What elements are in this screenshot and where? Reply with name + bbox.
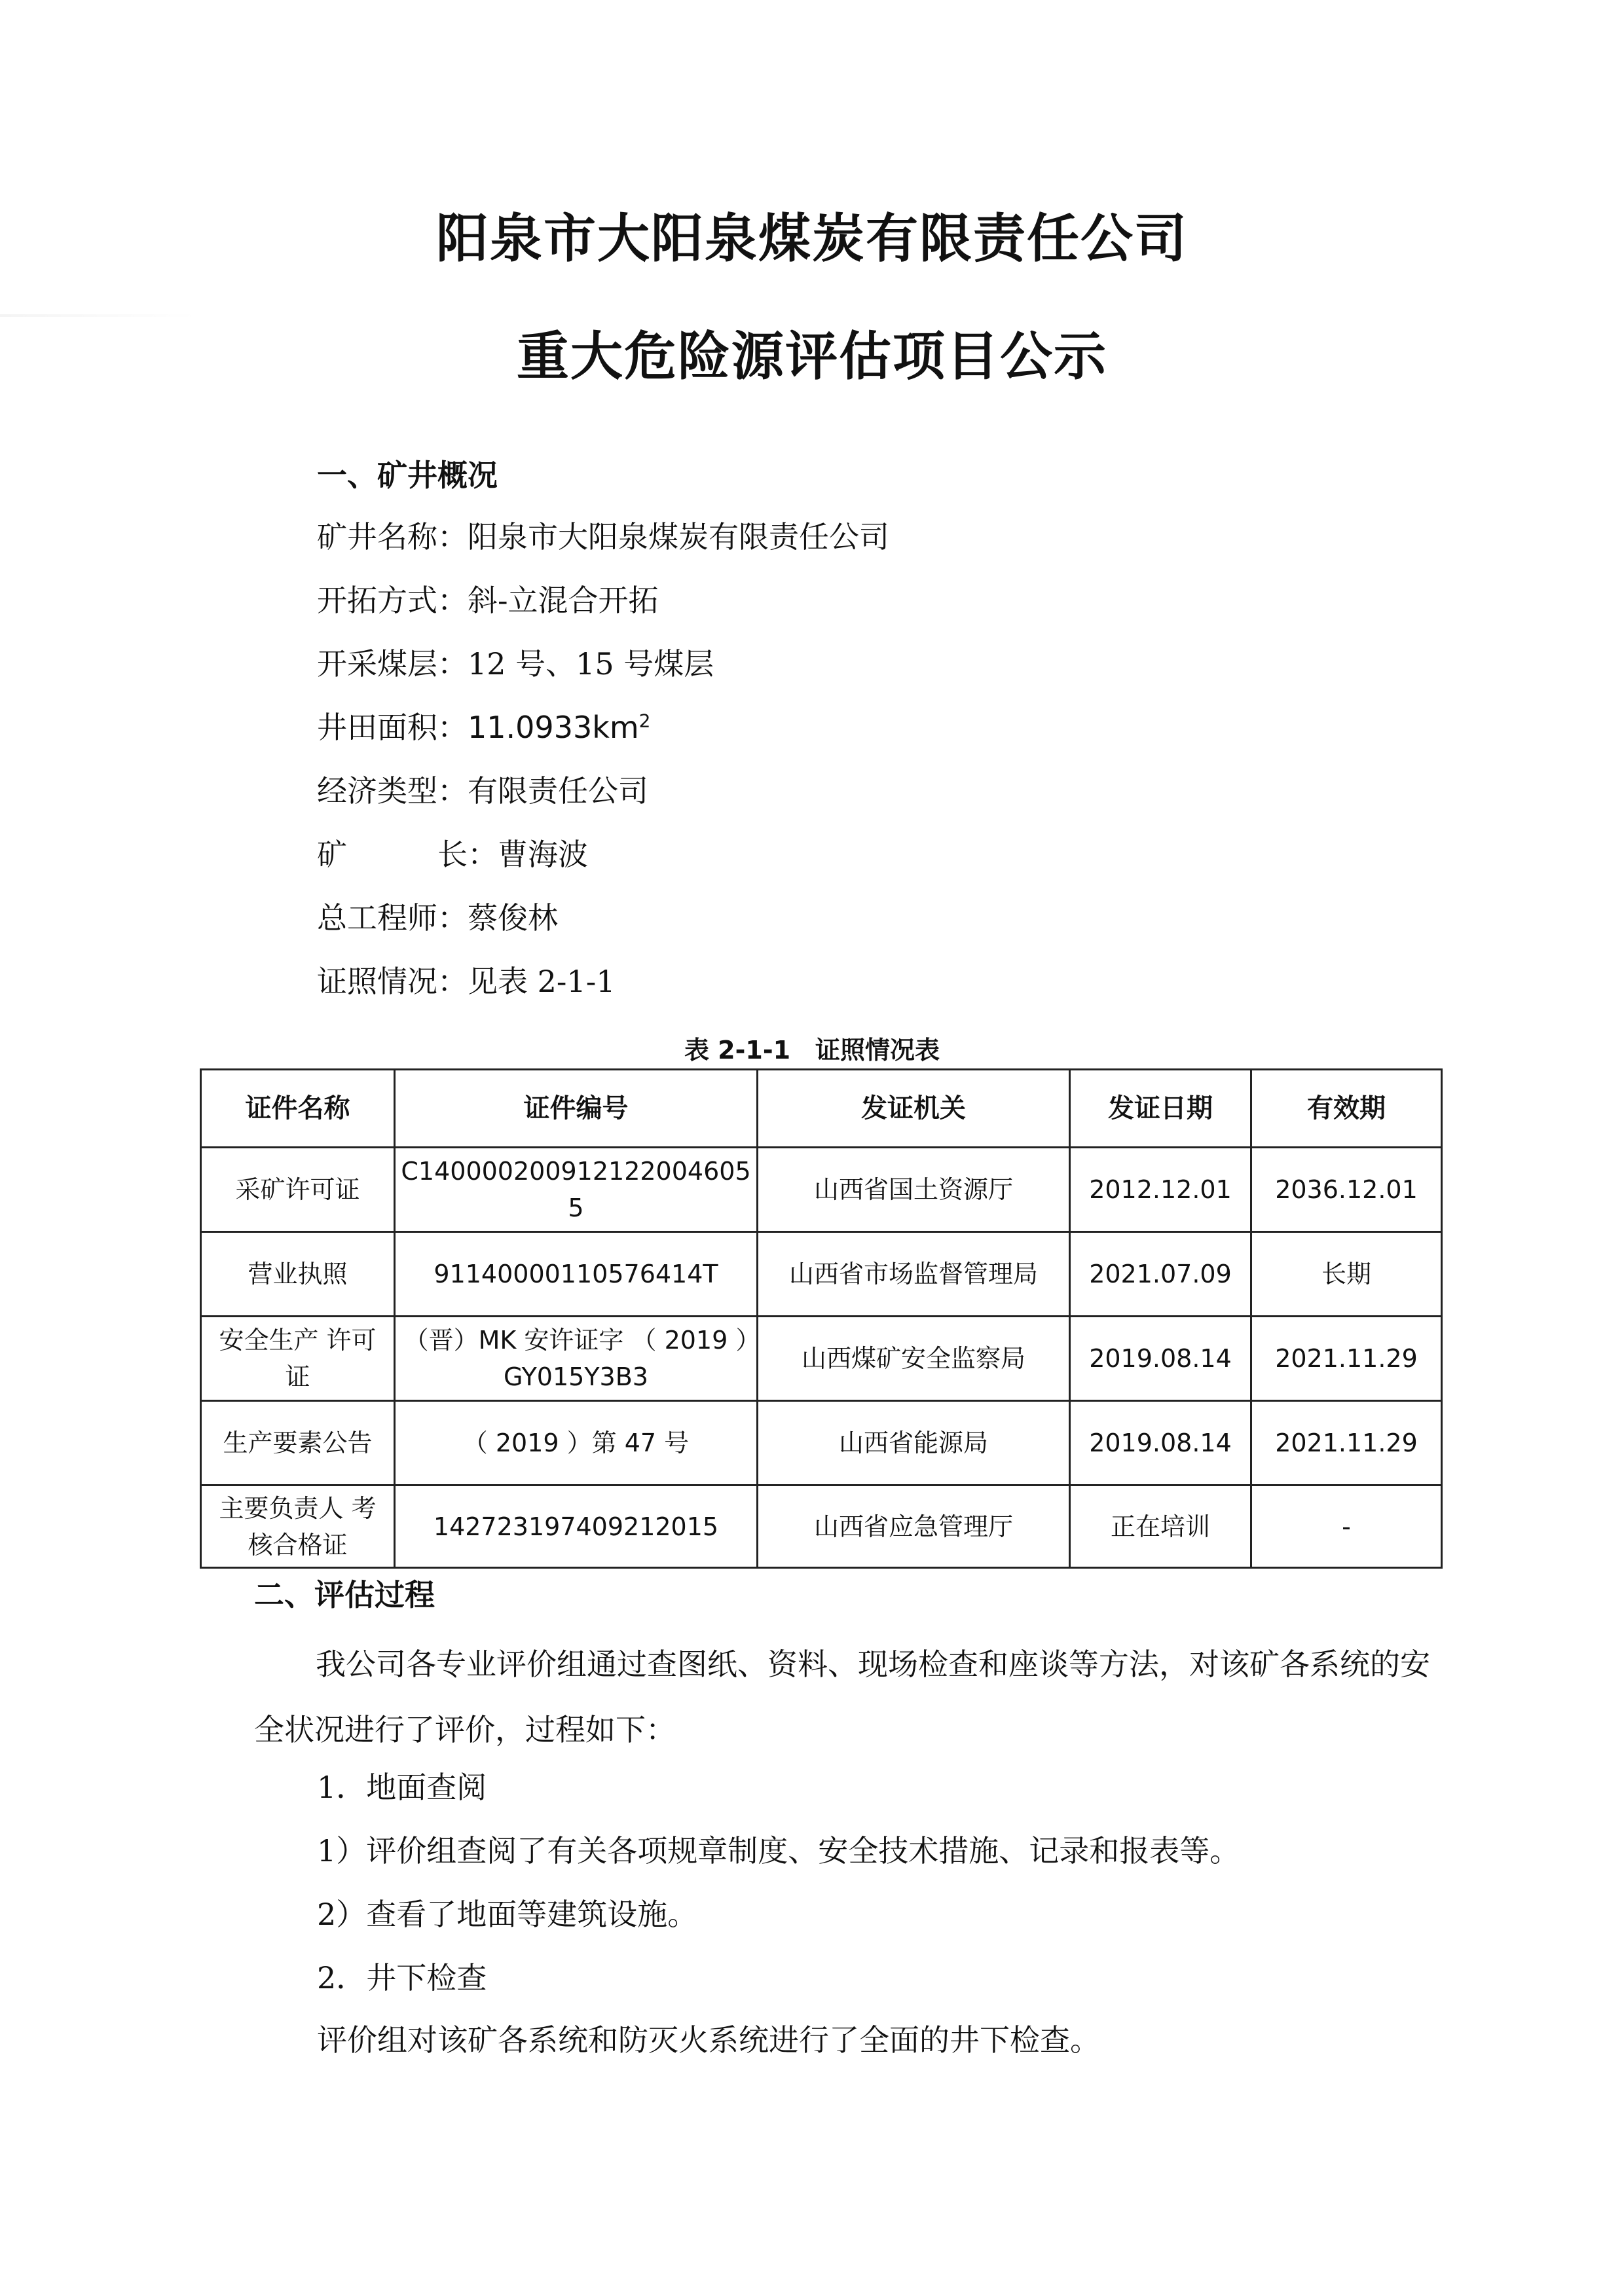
info-value: 蔡俊林 [468, 900, 558, 936]
table-cell: 生产要素公告 [201, 1401, 395, 1485]
table-cell: 山西省市场监督管理局 [758, 1232, 1070, 1317]
table-row [201, 1148, 1442, 1232]
table-cell: 主要负责人 考核合格证 [201, 1485, 395, 1568]
step-review-regulations: 1）评价组查阅了有关各项规章制度、安全技术措施、记录和报表等。 [317, 1833, 1240, 1868]
step-underground-inspection: 2．井下检查 [317, 1960, 487, 1995]
table-cell: C140000200912122004605 5 [395, 1148, 758, 1232]
info-label: 经济类型： [317, 773, 468, 809]
info-label: 井田面积： [317, 710, 468, 745]
info-value: 阳泉市大阳泉煤炭有限责任公司 [468, 519, 889, 555]
info-value: 11.0933km [468, 710, 639, 745]
table-cell: 2012.12.01 [1070, 1148, 1251, 1232]
table-header-cell: 发证机关 [758, 1070, 1070, 1148]
license-table [200, 1068, 1443, 1569]
document-title-line-1: 阳泉市大阳泉煤炭有限责任公司 [436, 208, 1188, 269]
table-row [201, 1401, 1442, 1485]
info-label: 开采煤层： [317, 646, 468, 682]
info-mine-director [317, 831, 588, 874]
table-cell: 营业执照 [201, 1232, 395, 1317]
info-field-area [317, 704, 651, 747]
info-mining-seams [317, 640, 714, 683]
table-row [201, 1485, 1442, 1568]
table-cell: 山西省能源局 [758, 1401, 1070, 1485]
info-development-method [317, 577, 659, 620]
section-heading-mine-overview: 一、矿井概况 [317, 458, 498, 493]
table-cell: （ 2019 ）第 47 号 [395, 1401, 758, 1485]
table-cell: 安全生产 许可证 [201, 1317, 395, 1401]
table-cell: - [1251, 1485, 1442, 1568]
info-value: 斜-立混合开拓 [468, 583, 659, 618]
table-cell: 2021.11.29 [1251, 1401, 1442, 1485]
table-cell: 2036.12.01 [1251, 1148, 1442, 1232]
info-label: 矿 [317, 837, 347, 872]
info-label: 矿井名称： [317, 519, 468, 555]
table-cell: 2021.07.09 [1070, 1232, 1251, 1317]
info-label: 开拓方式： [317, 583, 468, 618]
table-header-cell: 证件名称 [201, 1070, 395, 1148]
step-inspect-buildings: 2）查看了地面等建筑设施。 [317, 1897, 698, 1932]
info-mine-name [317, 513, 889, 556]
table-cell: 采矿许可证 [201, 1148, 395, 1232]
info-value: 12 号、15 号煤层 [468, 646, 714, 682]
table-header-cell: 证件编号 [395, 1070, 758, 1148]
info-licenses [317, 958, 616, 1001]
table-row [201, 1317, 1442, 1401]
table-cell: 山西省国土资源厅 [758, 1148, 1070, 1232]
table-cell: 山西省应急管理厅 [758, 1485, 1070, 1568]
table-caption: 表 2-1-1 证照情况表 [684, 1036, 940, 1065]
table-cell: 2019.08.14 [1070, 1401, 1251, 1485]
info-value: 有限责任公司 [468, 773, 648, 809]
table-cell: 长期 [1251, 1232, 1442, 1317]
table-cell: 142723197409212015 [395, 1485, 758, 1568]
info-value: 曹海波 [498, 837, 588, 872]
table-cell: 2019.08.14 [1070, 1317, 1251, 1401]
section-heading-assessment-process: 二、评估过程 [254, 1577, 435, 1613]
step-surface-review: 1．地面查阅 [317, 1770, 487, 1805]
table-header-cell: 有效期 [1251, 1070, 1442, 1148]
info-economic-type [317, 767, 648, 811]
closing-statement: 评价组对该矿各系统和防灭火系统进行了全面的井下检查。 [317, 2022, 1100, 2058]
table-cell: 91140000110576414T [395, 1232, 758, 1317]
info-label: 总工程师： [317, 900, 468, 936]
table-header-row [201, 1070, 1442, 1148]
table-cell: 2021.11.29 [1251, 1317, 1442, 1401]
info-superscript: 2 [638, 710, 651, 732]
info-value: 见表 2-1-1 [468, 964, 616, 999]
table-cell: （晋）MK 安许证字 （ 2019 ）GY015Y3B3 [395, 1317, 758, 1401]
table-row [201, 1232, 1442, 1317]
assessment-intro-paragraph: 我公司各专业评价组通过查图纸、资料、现场检查和座谈等方法，对该矿各系统的安全状况进行了评价，过程如下： [254, 1647, 1430, 1747]
info-chief-engineer [317, 894, 558, 938]
table-cell: 正在培训 [1070, 1485, 1251, 1568]
info-label: 证照情况： [317, 964, 468, 999]
table-header-cell: 发证日期 [1070, 1070, 1251, 1148]
document-title-line-2: 重大危险源评估项目公示 [517, 326, 1107, 387]
table-cell: 山西煤矿安全监察局 [758, 1317, 1070, 1401]
info-label: 长： [437, 837, 498, 872]
